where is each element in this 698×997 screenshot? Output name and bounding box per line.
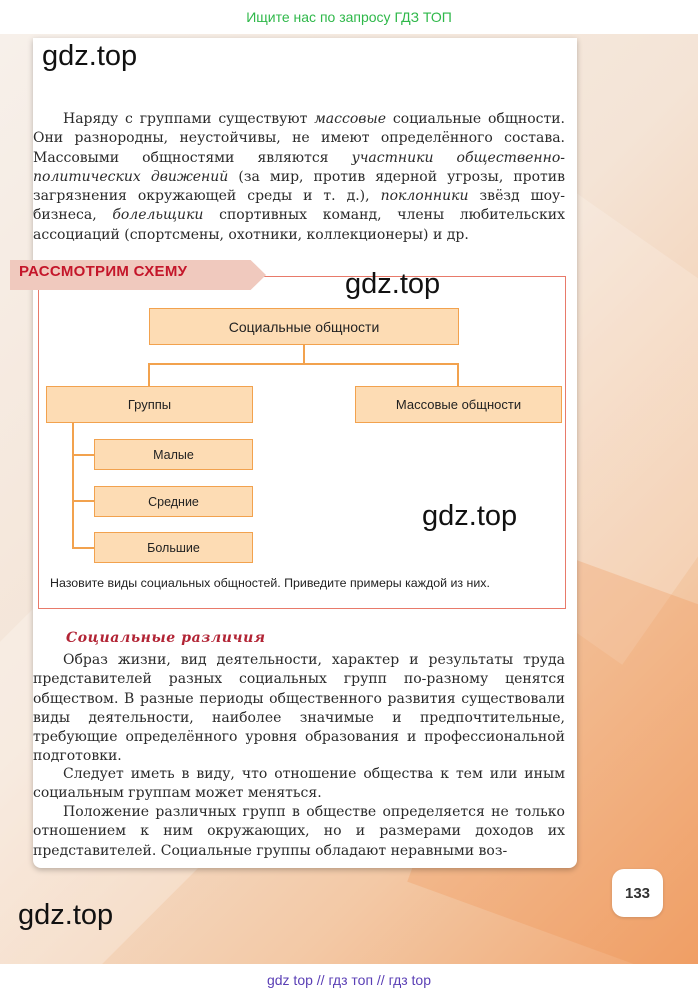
watermark: gdz.top — [422, 500, 518, 532]
watermark: gdz.top — [345, 268, 441, 300]
paragraph-mass-communities — [33, 110, 565, 245]
scheme-node-small: Малые — [94, 439, 253, 470]
watermark: gdz.top — [18, 899, 114, 931]
text-run: социальные общности. Они разнородны, неустойчивы, не имеют определённого состава. Массовыми общностями являются — [33, 111, 565, 166]
scheme-node-large: Большие — [94, 532, 253, 563]
scheme-caption: Назовите виды социальных общностей. Приведите примеры каждой из них. — [50, 576, 490, 590]
connector-line — [457, 363, 459, 387]
paragraph: Следует иметь в виду, что отношение общества к тем или иным социальным группам может меняться. — [33, 766, 565, 802]
emphasis-term: поклонники — [380, 188, 469, 205]
footer-links[interactable]: gdz top // гдз топ // гдз top — [0, 964, 698, 997]
text-run: спортивных команд, члены любительских ассоциаций (спортсмены, охотники, коллекционеры) и др. — [33, 207, 565, 243]
connector-line — [148, 363, 459, 365]
paragraph: Положение различных групп в обществе определяется не только отношением к ним окружающих, но и размерами доходов их представителей. Социальные группы обладают неравными воз- — [33, 804, 565, 859]
scheme-node-medium: Средние — [94, 486, 253, 517]
top-promo-banner[interactable]: Ищите нас по запросу ГДЗ ТОП — [0, 0, 698, 34]
text-run: звёзд шоу-бизнеса, — [33, 188, 566, 224]
emphasis-term: участники общественно-политических движений — [33, 149, 565, 185]
connector-line — [72, 454, 94, 456]
connector-line — [148, 363, 150, 387]
scheme-node-mass: Массовые общности — [355, 386, 562, 423]
text-run: Наряду с группами существуют — [63, 111, 315, 127]
scheme-node-groups: Группы — [46, 386, 253, 423]
section-title: Социальные различия — [66, 630, 266, 646]
connector-line — [72, 547, 94, 549]
connector-line — [303, 344, 305, 364]
page-number: 133 — [612, 869, 663, 917]
text-run: (за мир, против ядерной угрозы, против загрязнения окружающей среды и т. д.), — [33, 168, 565, 205]
watermark: gdz.top — [42, 40, 138, 72]
connector-line — [72, 422, 74, 549]
scheme-banner-title: РАССМОТРИМ СХЕМУ — [19, 263, 188, 280]
emphasis-term: массовые — [314, 111, 387, 127]
emphasis-term: болельщики — [112, 207, 204, 224]
scheme-node-root: Социальные общности — [149, 308, 459, 345]
paragraph: Образ жизни, вид деятельности, характер и результаты труда представителей разных социальных групп по-разному ценятся обществом. В разные периоды общественного развития существовали виды деятельности, наиболее значимые и предпочтительные, требующие определённого уровня образования и профессиональной подготовки. — [33, 652, 565, 765]
connector-line — [72, 500, 94, 502]
